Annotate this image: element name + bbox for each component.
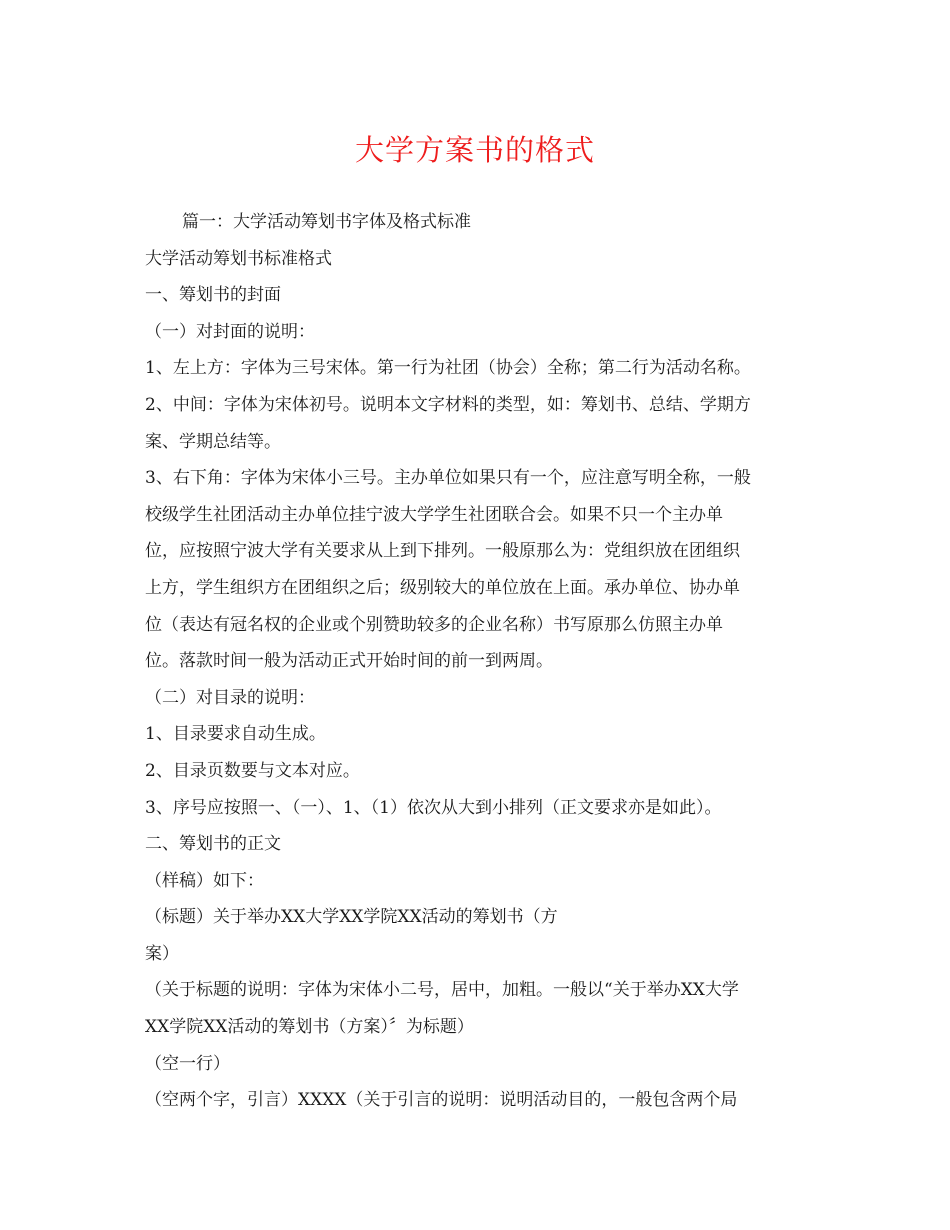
paragraph-line: 位。落款时间一般为活动正式开始时间的前一到两周。 (145, 651, 553, 672)
paragraph-line: 2、目录页数要与文本对应。 (145, 760, 360, 781)
paragraph-line: 案、学期总结等。 (145, 431, 281, 452)
paragraph-line: 校级学生社团活动主办单位挂宁波大学学生社团联合会。如果不只一个主办单 (145, 504, 723, 525)
section-heading-cover: 一、筹划书的封面 (145, 285, 281, 306)
paragraph-line: 位，应按照宁波大学有关要求从上到下排列。一般原那么为：党组织放在团组织 (145, 541, 740, 562)
paragraph-line: 3、右下角：字体为宋体小三号。主办单位如果只有一个，应注意写明全称，一般 (145, 468, 751, 489)
section-heading-part-one: 篇一：大学活动筹划书字体及格式标准 (182, 212, 471, 232)
paragraph-line: （关于标题的说明：字体为宋体小二号，居中，加粗。一般以“关于举办XX大学 (145, 980, 739, 1001)
paragraph-line: 案） (145, 943, 179, 964)
subsection-heading-toc-notes: （二）对目录的说明： (145, 687, 315, 708)
section-heading-body: 二、筹划书的正文 (145, 834, 281, 855)
paragraph-line: 上方，学生组织方在团组织之后；级别较大的单位放在上面。承办单位、协办单 (145, 577, 740, 598)
paragraph-line: XX学院XX活动的筹划书（方案）〞为标题） (145, 1017, 474, 1038)
document-title: 大学方案书的格式 (354, 133, 595, 167)
paragraph-line: 1、左上方：字体为三号宋体。第一行为社团（协会）全称；第二行为活动名称。 (145, 358, 751, 379)
paragraph-line: 位（表达有冠名权的企业或个别赞助较多的企业名称）书写原那么仿照主办单 (145, 614, 723, 635)
paragraph-line: 2、中间：字体为宋体初号。说明本文字材料的类型，如：筹划书、总结、学期方 (145, 394, 751, 415)
paragraph-line: 1、目录要求自动生成。 (145, 724, 326, 745)
paragraph-line: （空一行） (145, 1053, 230, 1074)
subsection-heading-cover-notes: （一）对封面的说明： (145, 321, 315, 342)
paragraph-line: （样稿）如下： (145, 870, 264, 891)
document-body (145, 204, 813, 1119)
paragraph-line: 大学活动筹划书标准格式 (145, 248, 332, 269)
paragraph-line: 3、序号应按照一、（一）、1、（1）依次从大到小排列（正文要求亦是如此）。 (145, 797, 722, 818)
paragraph-line: （标题）关于举办XX大学XX学院XX活动的筹划书（方 (145, 907, 558, 928)
paragraph-line: （空两个字，引言）XXXX（关于引言的说明：说明活动目的，一般包含两个局 (145, 1090, 738, 1111)
